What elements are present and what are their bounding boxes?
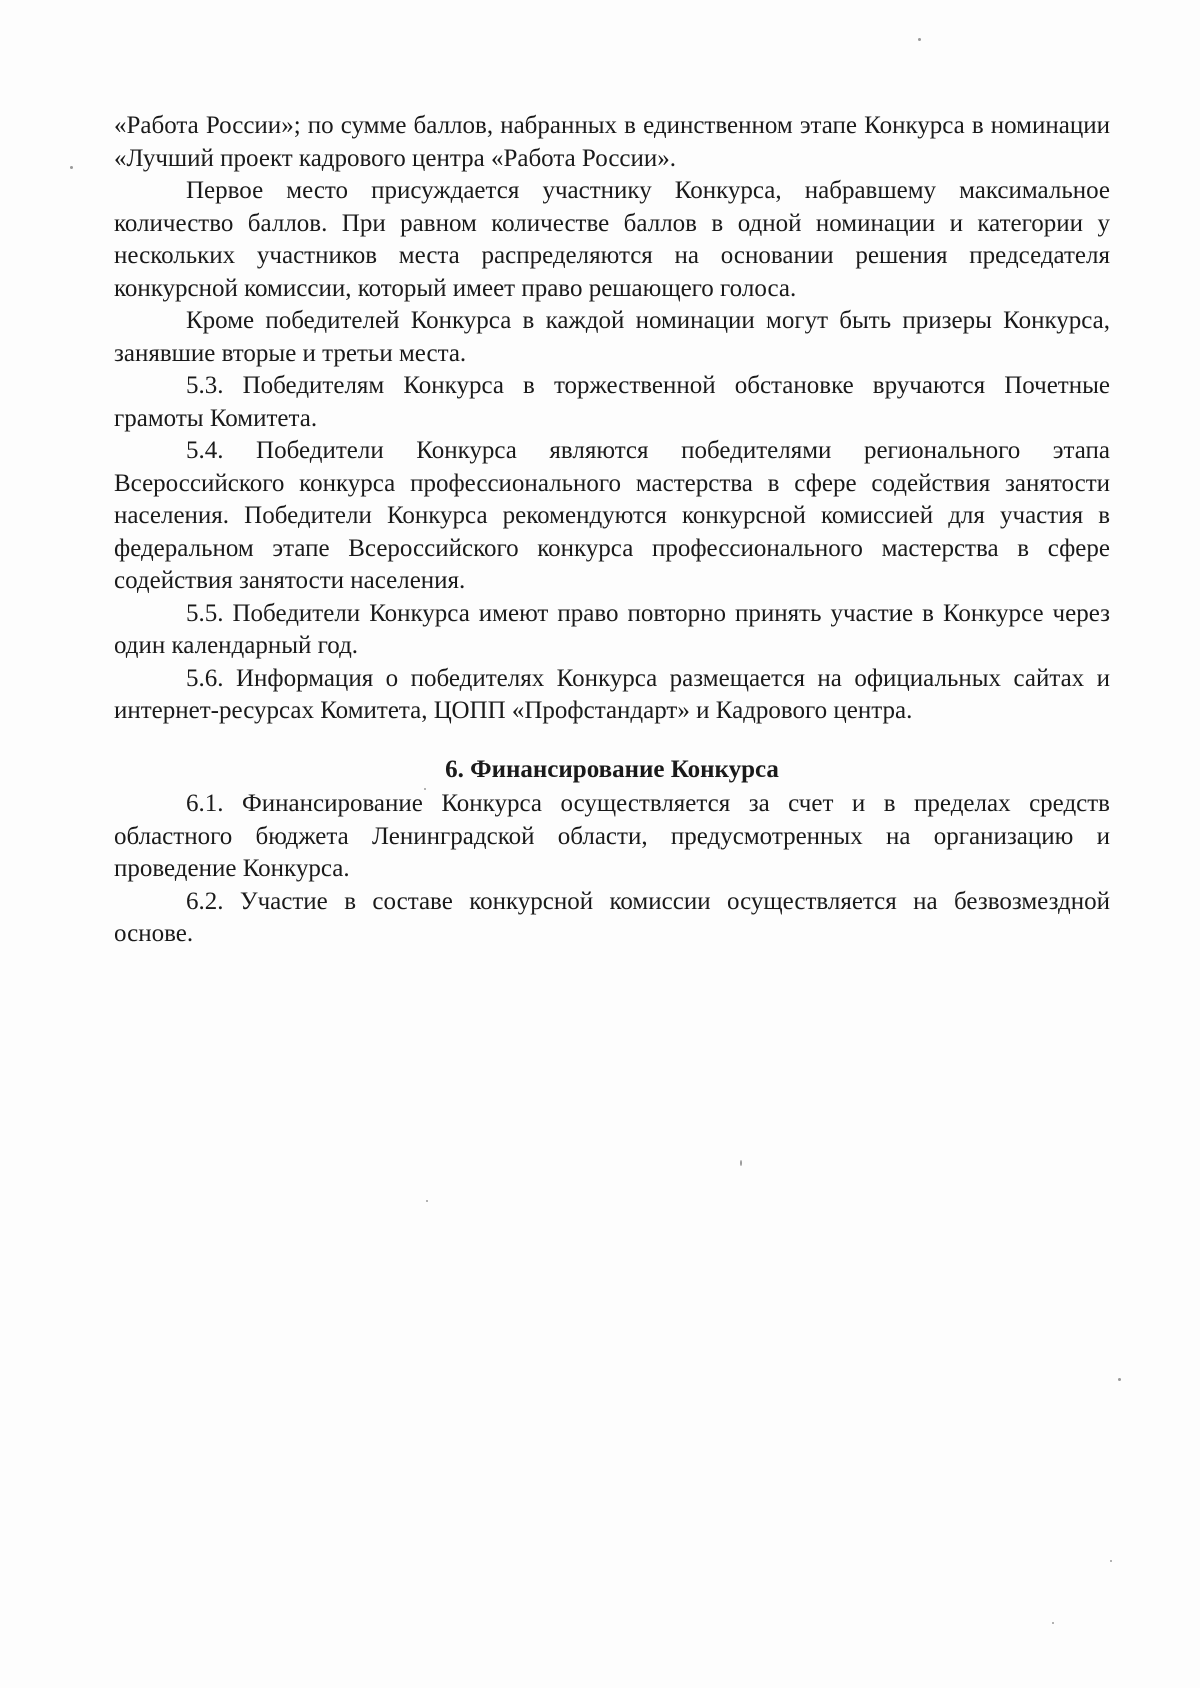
scan-speck [1118, 1378, 1121, 1381]
paragraph-prize-winners: Кроме победителей Конкурса в каждой номинации могут быть призеры Конкурса, занявшие вторые и третьи места. [114, 307, 1110, 367]
paragraph-5-4: 5.4. Победители Конкурса являются победителями регионального этапа Всероссийского конкурса профессионального мастерства в сфере содействия занятости населения. Победители Конкурса рекомендуются конкурсной комиссией для участия в федеральном этапе Всероссийского конкурса профессионального мастерства в сфере содействия занятости населения. [114, 437, 1110, 594]
paragraph-6-1: 6.1. Финансирование Конкурса осуществляется за счет и в пределах средств областного бюджета Ленинградской области, предусмотренных на организацию и проведение Конкурса. [114, 790, 1110, 882]
scan-speck [426, 1200, 428, 1202]
paragraph-5-6: 5.6. Информация о победителях Конкурса размещается на официальных сайтах и интернет-ресурсах Комитета, ЦОПП «Профстандарт» и Кадрового центра. [114, 664, 1110, 724]
document-body [114, 110, 1110, 951]
paragraph-6-2: 6.2. Участие в составе конкурсной комиссии осуществляется на безвозмездной основе. [114, 887, 1110, 947]
scan-speck [424, 788, 426, 790]
paragraph-continuation: «Работа России»; по сумме баллов, набранных в единственном этапе Конкурса в номинации «Лучший проект кадрового центра «Работа России». [114, 112, 1110, 172]
scan-speck [918, 38, 921, 41]
paragraph-first-place: Первое место присуждается участнику Конкурса, набравшему максимальное количество баллов. При равном количестве баллов в одной номинации и категории у нескольких участников места распределяются на основании решения председателя конкурсной комиссии, который имеет право решающего голоса. [114, 177, 1110, 302]
scan-speck [1052, 1622, 1054, 1624]
paragraph-5-5: 5.5. Победители Конкурса имеют право повторно принять участие в Конкурсе через один календарный год. [114, 599, 1110, 659]
scan-speck [1110, 1560, 1112, 1562]
paragraph-5-3: 5.3. Победителям Конкурса в торжественной обстановке вручаются Почетные грамоты Комитета. [114, 372, 1110, 432]
section-heading-financing: 6. Финансирование Конкурса [445, 755, 779, 783]
scan-speck [740, 1160, 742, 1166]
scan-speck [70, 166, 73, 169]
